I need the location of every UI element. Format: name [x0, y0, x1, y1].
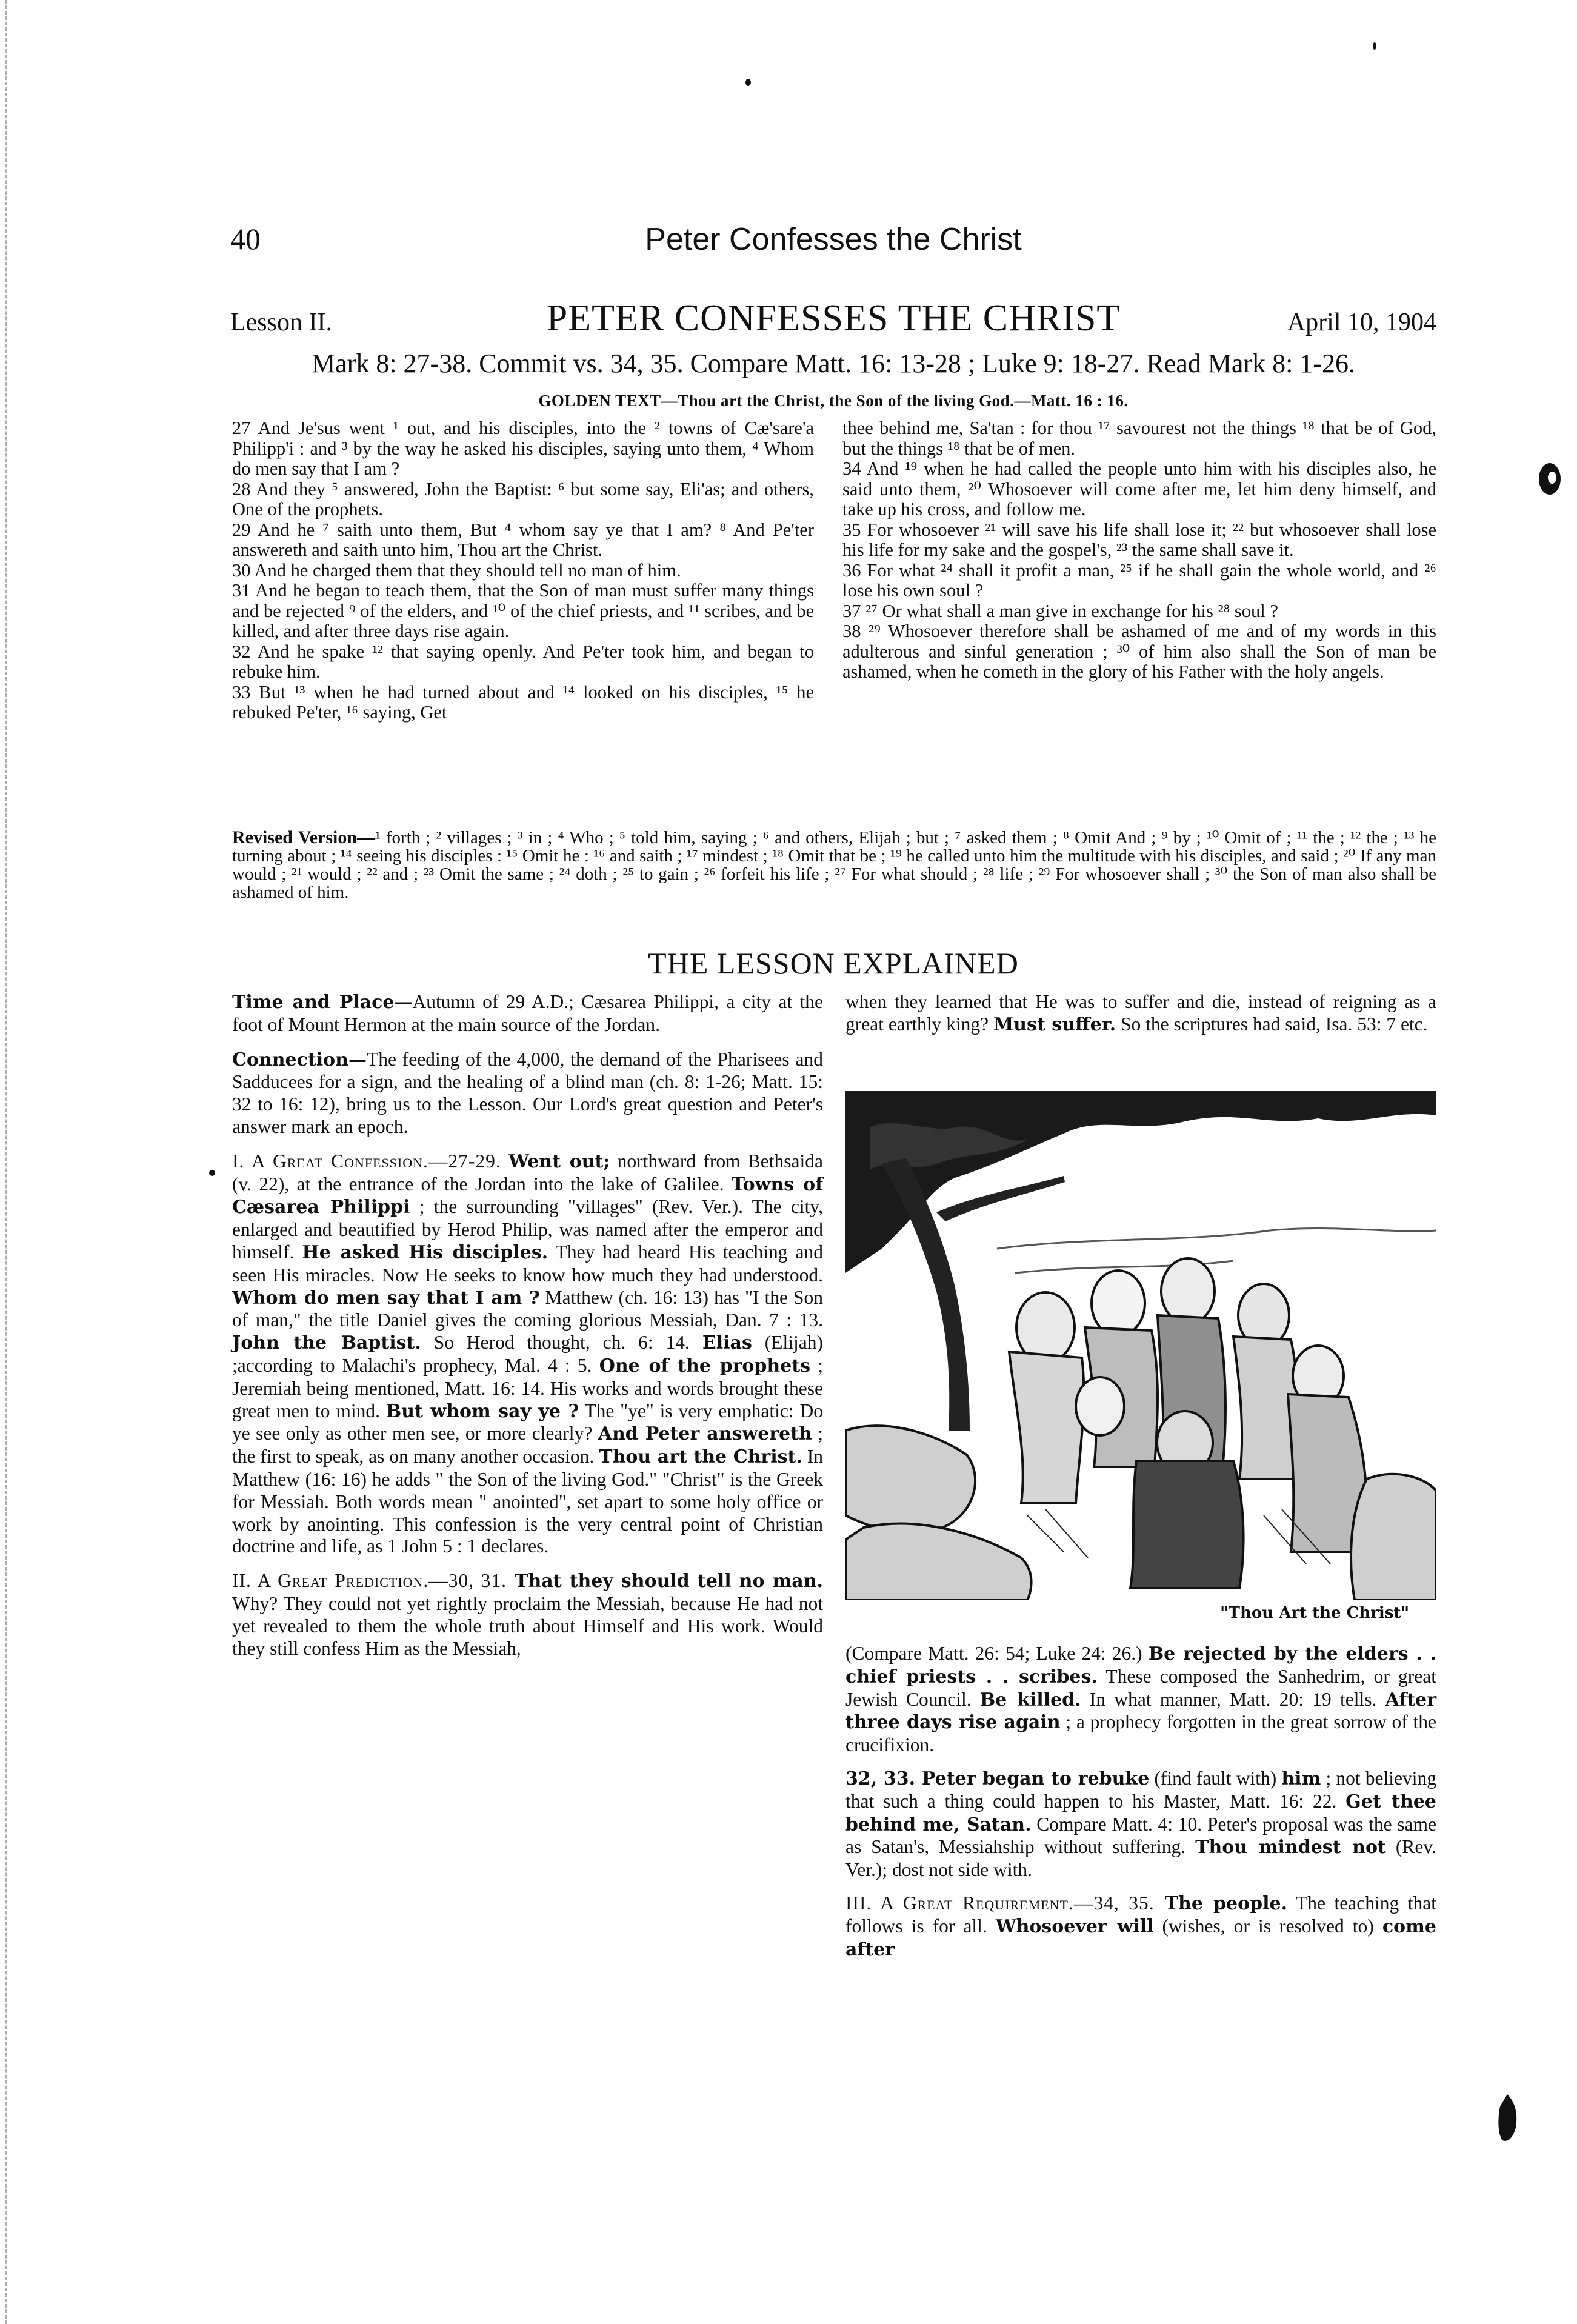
term: The people. [1154, 1892, 1288, 1914]
scripture-right-column [842, 418, 1436, 683]
gloss: when they learned that He was to suffer and die, instead of reigning as a great earthly king? [845, 991, 1436, 1035]
lesson-date: April 10, 1904 [1287, 309, 1436, 336]
gloss: Matthew (ch. 16: 13) has "I the Son of man," the title Daniel gives the coming glorious Messiah, Dan. 7 : 13. [232, 1286, 824, 1331]
paragraph [845, 991, 1436, 1037]
gloss: (Rev. Ver.); [845, 1836, 1436, 1881]
verse: 33 But ¹³ when he had turned about and ¹⁴ looked on his disciples, ¹⁵ he rebuked Pe'ter, ¹⁶ saying, Get [232, 681, 814, 723]
term: come after [845, 1915, 1436, 1960]
golden-text: GOLDEN TEXT—Thou art the Christ, the Son of the living God.—Matt. 16 : 16. [538, 392, 1129, 410]
term: 32, 33. Peter began to rebuke [845, 1768, 1150, 1789]
gloss: northward from Bethsaida (v. 22), at the entrance of the Jordan into the lake of Galilee. [232, 1150, 823, 1195]
gloss: Compare Matt. 4: 10. Peter's proposal was the same as Satan's, Messiahship without suffering. [845, 1813, 1436, 1858]
illustration-caption: "Thou Art the Christ" [1220, 1604, 1409, 1622]
scripture-reference: Mark 8: 27-38. Commit vs. 34, 35. Compare Matt. 16: 13-28 ; Luke 9: 18-27. Read Mark 8: 1-26. [312, 349, 1355, 378]
section-heading: THE LESSON EXPLAINED [648, 946, 1019, 980]
connection-label: Connection— [232, 1049, 367, 1070]
lesson-number: Lesson II. [230, 309, 332, 336]
verses-32-33 [845, 1768, 1436, 1882]
scripture-left-column [232, 418, 814, 723]
revised-version-text: ¹ forth ; ² villages ; ³ in ; ⁴ Who ; ⁵ told him, saying ; ⁶ and others, Elijah ; but ; ⁷ asked them ; ⁸ Omit And ; ⁹ by ; ¹⁰ Omit of ; ¹¹ the ; ¹² the ; ¹³ he turning about ; ¹⁴ seeing his disciples : ¹⁵ Omit he : ¹⁶ and saith ; ¹⁷ mindest ; ¹⁸ Omit that be ; ¹⁹ he called unto him the multitude with his disciples, and said ; ²⁰ If any man would ; ²¹ would ; ²² and ; ²³ Omit the same ; ²⁴ doth ; ²⁵ to gain ; ²⁶ forfeit his life ; ²⁷ For what should ; ²⁸ life ; ²⁹ For whosoever shall ; ³⁰ the Son of man also shall be ashamed of him. [232, 828, 1436, 902]
term: Be rejected by the elders . . chief priests . . scribes. [845, 1643, 1436, 1688]
section-2-heading: II. A Great Prediction.—30, 31. [232, 1570, 507, 1592]
term: Whosoever will [995, 1915, 1154, 1937]
term: After three days rise again [845, 1689, 1436, 1734]
gloss: The teaching that follows is for all. [845, 1892, 1436, 1937]
gloss: Why? They could not yet rightly proclaim the Messiah, because He had not yet revealed to them the whole truth about Himself and His work. Would they still confess Him as the Messiah, [232, 1592, 823, 1659]
gloss: They had heard His teaching and seen His miracles. Now He seeks to know how much they had understood. [232, 1241, 823, 1286]
gloss: These composed the Sanhedrim, or great Jewish Council. [845, 1665, 1436, 1710]
binding-edge [5, 0, 13, 2324]
verse: thee behind me, Sa'tan : for thou ¹⁷ savourest not the things ¹⁸ that be of God, but the things ¹⁸ that be of men. [842, 418, 1436, 459]
gloss: ; not believing that such a thing could happen to his Master, Matt. 16: 22. [845, 1767, 1436, 1812]
page-number: 40 [230, 222, 261, 256]
verse: 27 And Je'sus went ¹ out, and his disciples, into the ² towns of Cæ'sare'a Philipp'i : and ³ by the way he asked his disciples, saying unto them, ⁴ Whom do men say that I am ? [232, 418, 814, 479]
term: Elias [702, 1332, 752, 1354]
commentary-right-top [845, 991, 1436, 1037]
time-place-label: Time and Place— [232, 992, 413, 1013]
term: That they should tell no man. [507, 1571, 823, 1592]
paragraph [845, 1643, 1436, 1757]
commentary-right-bottom [845, 1643, 1436, 1961]
margin-mark-icon [1536, 461, 1563, 497]
commentary-left-column [232, 991, 823, 1660]
gloss: (Compare Matt. 26: 54; Luke 24: 26.) [845, 1643, 1149, 1664]
gloss: ; the surrounding "villages" (Rev. Ver.). The city, enlarged and beautified by Herod Philip, was named after the emperor and himself. [232, 1196, 823, 1263]
running-head [230, 221, 1436, 264]
ink-speck [745, 79, 751, 86]
gloss: ; Jeremiah being mentioned, Matt. 16: 14. His works and words brought these great men to mind. [232, 1354, 823, 1421]
term: And Peter answereth [598, 1423, 812, 1445]
gloss: ; a prophecy forgotten in the great sorrow of the crucifixion. [845, 1711, 1436, 1756]
bullet-mark-icon [206, 1167, 218, 1179]
running-title: Peter Confesses the Christ [645, 222, 1022, 257]
gloss: In what manner, Matt. 20: 19 tells. [1081, 1688, 1385, 1710]
connection [232, 1049, 823, 1138]
gloss: (find fault with) [1149, 1767, 1282, 1789]
term: Thou art the Christ. [599, 1446, 802, 1468]
term: Whom do men say that I am ? [232, 1287, 540, 1309]
verse: 32 And he spake ¹² that saying openly. And Pe'ter took him, and began to rebuke him. [232, 641, 814, 682]
verse: 28 And they ⁵ answered, John the Baptist: ⁶ but some say, Eli'as; and others, One of the prophets. [232, 478, 814, 519]
term: him [1281, 1768, 1321, 1789]
term: One of the prophets [599, 1355, 811, 1377]
verse: 37 ²⁷ Or what shall a man give in exchange for his ²⁸ soul ? [842, 600, 1278, 621]
verse: 34 And ¹⁹ when he had called the people unto him with his disciples also, he said unto them, ²⁰ Whosoever will come after me, let him deny himself, and take up his cross, and follow me. [842, 458, 1436, 519]
verse: 38 ²⁹ Whosoever therefore shall be ashamed of me and of my words in this adulterous and sinful generation ; ³⁰ of him also shall the Son of man be ashamed, when he cometh in the glory of his Father with the holy angels. [842, 621, 1436, 682]
lesson-header [230, 297, 1436, 352]
gloss: The "ye" is very emphatic: Do ye see only as other men see, or more clearly? [232, 1400, 823, 1444]
section-3-heading: III. A Great Requirement.—34, 35. [845, 1892, 1155, 1914]
time-place-text: Autumn of 29 A.D.; Cæsarea Philippi, a city at the foot of Mount Hermon at the main source of the Jordan. [232, 991, 824, 1035]
term: Thou mindest not [1195, 1837, 1386, 1858]
term: Must suffer. [993, 1013, 1116, 1035]
gloss: (wishes, or is resolved to) [1153, 1915, 1382, 1937]
revised-version-notes [232, 829, 1436, 901]
gloss: dost not side with. [892, 1859, 1032, 1881]
term: Towns of Cæsarea Philippi [232, 1174, 824, 1218]
illustration-thou-art-the-christ [845, 1091, 1436, 1600]
connection-text: The feeding of the 4,000, the demand of the Pharisees and Sadducees for a sign, and the healing of a blind man (ch. 8: 1-26; Matt. 15: 32 to 16: 12), bring us to the Lesson. Our Lord's great question and Peter's answer mark an epoch. [232, 1048, 823, 1137]
term: John the Baptist. [232, 1332, 421, 1354]
gloss: ; the first to speak, as on many another occasion. [232, 1423, 823, 1468]
margin-mark-icon [1495, 2094, 1519, 2143]
section-1-heading: I. A Great Confession.—27-29. [232, 1150, 501, 1172]
term: Be killed. [979, 1689, 1081, 1711]
term: Get thee behind me, Satan. [845, 1791, 1436, 1835]
gloss: In Matthew (16: 16) he adds " the Son of the living God." "Christ" is the Greek for Messiah. Both words mean " anointed", set apart to some holy office or work by anointing. This confession is the very central point of Christian doctrine and life, as 1 John 5 : 1 declares. [232, 1446, 824, 1557]
verse: 35 For whosoever ²¹ will save his life shall lose it; ²² but whosoever shall lose his life for my sake and the gospel's, ²³ the same shall save it. [842, 519, 1436, 560]
gloss: So the scriptures had said, Isa. 53: 7 etc. [1116, 1013, 1428, 1035]
section-1 [232, 1150, 823, 1558]
section-3 [845, 1892, 1436, 1961]
term: Went out; [508, 1150, 610, 1172]
verse: 31 And he began to teach them, that the Son of man must suffer many things and be rejected ⁹ of the elders, and ¹⁰ of the chief priests, and ¹¹ scribes, and be killed, and after three days rise again. [232, 580, 814, 641]
term: He asked His disciples. [302, 1241, 548, 1263]
term: But whom say ye ? [385, 1400, 579, 1422]
lesson-title: PETER CONFESSES THE CHRIST [546, 298, 1121, 339]
verse: 29 And he ⁷ saith unto them, But ⁴ whom say ye that I am? ⁸ And Pe'ter answereth and saith unto him, Thou art the Christ. [232, 519, 814, 560]
revised-version-label: Revised Version— [232, 827, 376, 847]
verse: 36 For what ²⁴ shall it profit a man, ²⁵ if he shall gain the whole world, and ²⁶ lose his own soul ? [842, 559, 1436, 601]
verse: 30 And he charged them that they should tell no man of him. [232, 559, 681, 581]
section-2 [232, 1570, 823, 1660]
gloss: (Elijah) ;according to Malachi's prophecy, Mal. 4 : 5. [232, 1332, 823, 1376]
time-and-place [232, 991, 823, 1037]
ink-speck [1373, 42, 1376, 50]
gloss: So Herod thought, ch. 6: 14. [421, 1332, 702, 1354]
